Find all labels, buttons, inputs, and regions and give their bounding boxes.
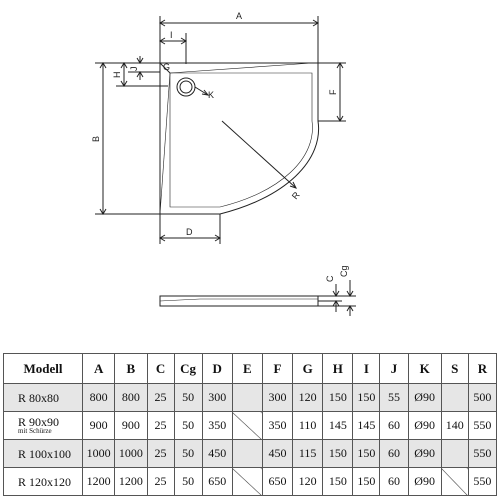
table-cell: 650 bbox=[202, 468, 232, 496]
table-cell: 450 bbox=[262, 440, 292, 468]
table-row bbox=[4, 468, 497, 496]
table-cell: 50 bbox=[174, 384, 202, 412]
table-cell: 650 bbox=[262, 468, 292, 496]
table-cell: 1000 bbox=[115, 440, 147, 468]
label-a: A bbox=[236, 11, 243, 21]
model-name: R 80x80 bbox=[18, 390, 60, 405]
model-name: R 120x120 bbox=[18, 474, 72, 489]
label-k: K bbox=[208, 90, 215, 100]
column-header: G bbox=[293, 354, 323, 384]
column-header: B bbox=[115, 354, 147, 384]
table-cell: 550 bbox=[468, 440, 496, 468]
model-name: R 90x90 bbox=[18, 415, 60, 429]
table-row bbox=[4, 412, 497, 440]
table-cell: 145 bbox=[323, 412, 353, 440]
label-h: H bbox=[112, 71, 122, 78]
table-cell bbox=[232, 384, 262, 412]
table-cell: 50 bbox=[174, 468, 202, 496]
table-cell: 25 bbox=[147, 440, 174, 468]
table-cell: 800 bbox=[83, 384, 115, 412]
column-header: R bbox=[468, 354, 496, 384]
label-b: B bbox=[91, 135, 101, 142]
column-header: C bbox=[147, 354, 174, 384]
label-f: F bbox=[328, 89, 338, 95]
table-cell: 1200 bbox=[115, 468, 147, 496]
table-cell: 150 bbox=[323, 440, 353, 468]
table-cell: 1000 bbox=[83, 440, 115, 468]
column-header: E bbox=[232, 354, 262, 384]
table-cell: 900 bbox=[83, 412, 115, 440]
label-j: J bbox=[129, 66, 139, 71]
column-header: S bbox=[441, 354, 468, 384]
label-c: C bbox=[325, 275, 335, 282]
dimension-i bbox=[160, 33, 186, 64]
table-cell: 150 bbox=[323, 384, 353, 412]
table-cell: 1200 bbox=[83, 468, 115, 496]
table-cell bbox=[441, 440, 468, 468]
model-cell bbox=[4, 412, 83, 440]
drain-circle bbox=[177, 78, 208, 96]
table-cell: 150 bbox=[323, 468, 353, 496]
table-cell bbox=[441, 384, 468, 412]
table-cell: 350 bbox=[262, 412, 292, 440]
model-cell bbox=[4, 384, 83, 412]
table-cell bbox=[232, 412, 262, 440]
column-header: J bbox=[380, 354, 408, 384]
column-header: K bbox=[408, 354, 441, 384]
table-cell: Ø90 bbox=[408, 412, 441, 440]
label-g: G bbox=[163, 62, 171, 72]
table-cell: Ø90 bbox=[408, 440, 441, 468]
table-cell: Ø90 bbox=[408, 468, 441, 496]
table-cell: 60 bbox=[380, 468, 408, 496]
table-cell: 500 bbox=[468, 384, 496, 412]
table-cell: 60 bbox=[380, 440, 408, 468]
table-cell: 115 bbox=[293, 440, 323, 468]
column-header: I bbox=[353, 354, 380, 384]
table-cell: 110 bbox=[293, 412, 323, 440]
column-header: Cg bbox=[174, 354, 202, 384]
column-header: F bbox=[262, 354, 292, 384]
table-cell: 300 bbox=[202, 384, 232, 412]
table-cell: 25 bbox=[147, 412, 174, 440]
label-i: I bbox=[170, 30, 173, 40]
label-cg: Cg bbox=[339, 265, 349, 277]
table-cell: 25 bbox=[147, 384, 174, 412]
table-cell: 550 bbox=[468, 412, 496, 440]
table-cell: 25 bbox=[147, 468, 174, 496]
column-header: Modell bbox=[4, 354, 83, 384]
table-row bbox=[4, 384, 497, 412]
label-d: D bbox=[186, 227, 193, 237]
table-cell: 145 bbox=[353, 412, 380, 440]
table-cell bbox=[441, 468, 468, 496]
table-cell: 550 bbox=[468, 468, 496, 496]
table-cell: 800 bbox=[115, 384, 147, 412]
label-r: R bbox=[289, 189, 302, 202]
model-subtitle: mit Schürze bbox=[18, 427, 52, 435]
table-cell: 450 bbox=[202, 440, 232, 468]
table-cell: 350 bbox=[202, 412, 232, 440]
table-cell bbox=[232, 468, 262, 496]
side-profile bbox=[160, 296, 318, 306]
dimensions-table bbox=[3, 353, 497, 496]
column-header: D bbox=[202, 354, 232, 384]
table-cell: Ø90 bbox=[408, 384, 441, 412]
table-cell: 900 bbox=[115, 412, 147, 440]
radius-r bbox=[222, 121, 296, 188]
table-cell: 50 bbox=[174, 412, 202, 440]
table-row bbox=[4, 440, 497, 468]
table-cell: 150 bbox=[353, 384, 380, 412]
model-cell bbox=[4, 468, 83, 496]
table-cell: 300 bbox=[262, 384, 292, 412]
table-cell: 60 bbox=[380, 412, 408, 440]
table-cell: 140 bbox=[441, 412, 468, 440]
column-header: A bbox=[83, 354, 115, 384]
table-header-row bbox=[4, 354, 497, 384]
column-header: H bbox=[323, 354, 353, 384]
table-cell: 120 bbox=[293, 384, 323, 412]
table-cell: 120 bbox=[293, 468, 323, 496]
table-cell: 50 bbox=[174, 440, 202, 468]
table-cell: 150 bbox=[353, 440, 380, 468]
table-cell: 55 bbox=[380, 384, 408, 412]
model-cell bbox=[4, 440, 83, 468]
table-cell bbox=[232, 440, 262, 468]
table-cell: 150 bbox=[353, 468, 380, 496]
dimension-c-cg bbox=[318, 280, 356, 316]
model-name: R 100x100 bbox=[18, 446, 72, 461]
